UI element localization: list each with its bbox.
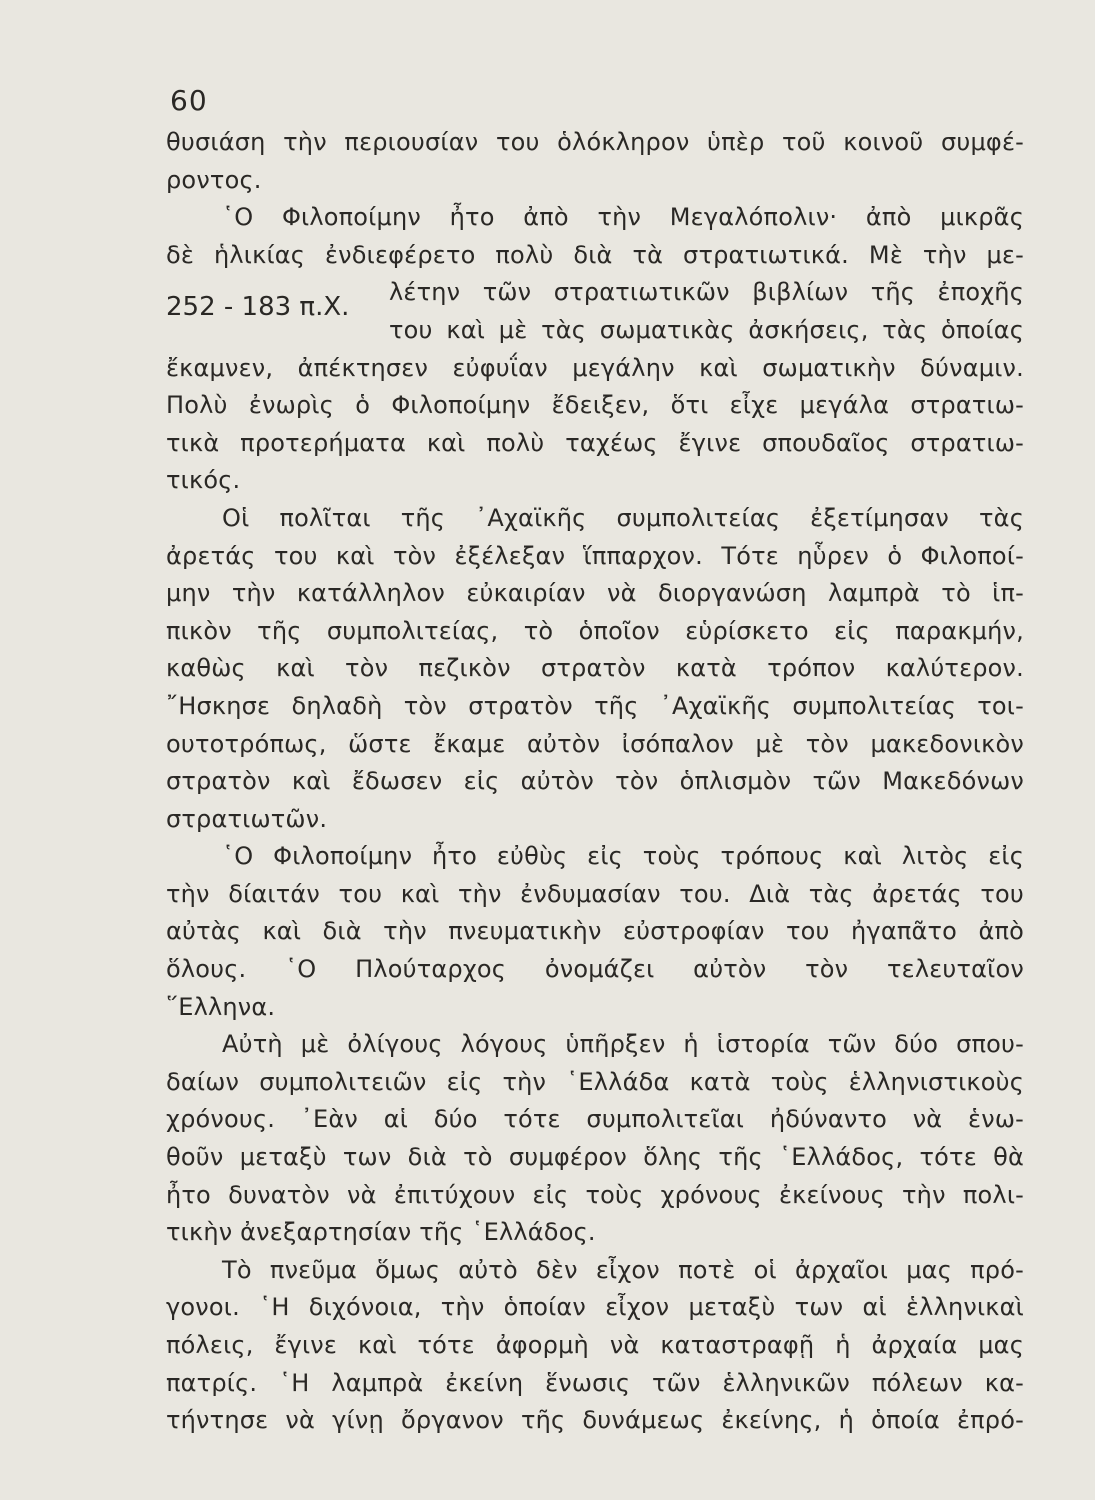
text-line: τήντησε νὰ γίνῃ ὄργανον τῆς δυνάμεως ἐκείνης, ἡ ὁποία ἐπρό- xyxy=(166,1406,1024,1435)
text-line: θυσιάση τὴν περιουσίαν του ὁλόκληρον ὑπὲρ τοῦ κοινοῦ συμφέ- xyxy=(166,128,1024,156)
body-text xyxy=(166,124,1024,1440)
text-line: καθὼς καὶ τὸν πεζικὸν στρατὸν κατὰ τρόπον καλύτερον. xyxy=(166,654,1024,683)
text-line: δὲ ἡλικίας ἐνδιεφέρετο πολὺ διὰ τὰ στρατιωτικά. Μὲ τὴν με- xyxy=(166,240,1024,269)
text-line: Πολὺ ἐνωρὶς ὁ Φιλοποίμην ἔδειξεν, ὅτι εἶχε μεγάλα στρατιω- xyxy=(166,391,1024,420)
text-line: ῾Ο Φιλοποίμην ἦτο εὐθὺς εἰς τοὺς τρόπους καὶ λιτὸς εἰς xyxy=(222,842,1024,871)
text-line: αὐτὰς καὶ διὰ τὴν πνευματικὴν εὐστροφίαν του ἠγαπᾶτο ἀπὸ xyxy=(166,917,1024,946)
text-line: θοῦν μεταξὺ των διὰ τὸ συμφέρον ὅλης τῆς ῾Ελλάδος, τότε θὰ xyxy=(166,1143,1024,1172)
text-line: ουτοτρόπως, ὥστε ἔκαμε αὐτὸν ἰσόπαλον μὲ τὸν μακεδονικὸν xyxy=(166,729,1024,758)
text-line: μην τὴν κατάλληλον εὐκαιρίαν νὰ διοργανώση λαμπρὰ τὸ ἱπ- xyxy=(166,579,1024,608)
text-line: πικὸν τῆς συμπολιτείας, τὸ ὁποῖον εὑρίσκετο εἰς παρακμήν, xyxy=(166,616,1024,645)
text-line: ῾Ο Φιλοποίμην ἦτο ἀπὸ τὴν Μεγαλόπολιν· ἀπὸ μικρᾶς xyxy=(222,203,1024,232)
text-line: λέτην τῶν στρατιωτικῶν βιβλίων τῆς ἐποχῆς xyxy=(389,278,1024,307)
text-line: δαίων συμπολιτειῶν εἰς τὴν ῾Ελλάδα κατὰ τοὺς ἑλληνιστικοὺς xyxy=(166,1067,1024,1096)
text-line: πόλεις, ἔγινε καὶ τότε ἀφορμὴ νὰ καταστραφῇ ἡ ἀρχαία μας xyxy=(166,1331,1024,1359)
text-line: ῎Ησκησε δηλαδὴ τὸν στρατὸν τῆς ᾿Αχαϊκῆς συμπολιτείας τοι- xyxy=(166,691,1024,720)
text-line: πατρίς. ῾Η λαμπρὰ ἐκείνη ἕνωσις τῶν ἑλληνικῶν πόλεων κα- xyxy=(166,1368,1024,1397)
text-line: τικός. xyxy=(166,466,241,495)
text-line: στρατιωτῶν. xyxy=(166,804,328,833)
text-line: τικὴν ἀνεξαρτησίαν τῆς ῾Ελλάδος. xyxy=(166,1218,596,1247)
text-line: τὴν δίαιτάν του καὶ τὴν ἐνδυμασίαν του. Διὰ τὰς ἀρετάς του xyxy=(166,879,1024,908)
text-line: ροντος. xyxy=(166,165,262,194)
text-line: Οἱ πολῖται τῆς ᾿Αχαϊκῆς συμπολιτείας ἐξετίμησαν τὰς xyxy=(222,503,1024,532)
text-line: γονοι. ῾Η διχόνοια, τὴν ὁποίαν εἶχον μεταξὺ των αἱ ἑλληνικαὶ xyxy=(166,1293,1024,1322)
text-line: τικὰ προτερήματα καὶ πολὺ ταχέως ἔγινε σπουδαῖος στρατιω- xyxy=(166,428,1024,457)
margin-date-note: 252 - 183 π.Χ. xyxy=(166,292,350,322)
text-line: ῞Ελληνα. xyxy=(166,992,276,1021)
text-line: ἀρετάς του καὶ τὸν ἐξέλεξαν ἵππαρχον. Τότε ηὗρεν ὁ Φιλοποί- xyxy=(166,541,1024,570)
text-line: Αὐτὴ μὲ ὀλίγους λόγους ὑπῆρξεν ἡ ἱστορία τῶν δύο σπου- xyxy=(222,1030,1024,1059)
text-line: Τὸ πνεῦμα ὅμως αὐτὸ δὲν εἶχον ποτὲ οἱ ἀρχαῖοι μας πρό- xyxy=(222,1255,1024,1284)
text-line: του καὶ μὲ τὰς σωματικὰς ἀσκήσεις, τὰς ὁποίας xyxy=(389,315,1024,344)
text-line: στρατὸν καὶ ἔδωσεν εἰς αὐτὸν τὸν ὁπλισμὸν τῶν Μακεδόνων xyxy=(166,767,1024,796)
text-line: ἔκαμνεν, ἀπέκτησεν εὐφυΐαν μεγάλην καὶ σωματικὴν δύναμιν. xyxy=(166,353,1024,382)
text-line: χρόνους. ᾿Εὰν αἱ δύο τότε συμπολιτεῖαι ἠδύναντο νὰ ἑνω- xyxy=(166,1105,1024,1134)
text-line: ὅλους. ῾Ο Πλούταρχος ὀνομάζει αὐτὸν τὸν τελευταῖον xyxy=(166,955,1024,984)
text-line: ἦτο δυνατὸν νὰ ἐπιτύχουν εἰς τοὺς χρόνους ἐκείνους τὴν πολι- xyxy=(166,1180,1024,1209)
page-number: 60 xyxy=(170,84,208,117)
